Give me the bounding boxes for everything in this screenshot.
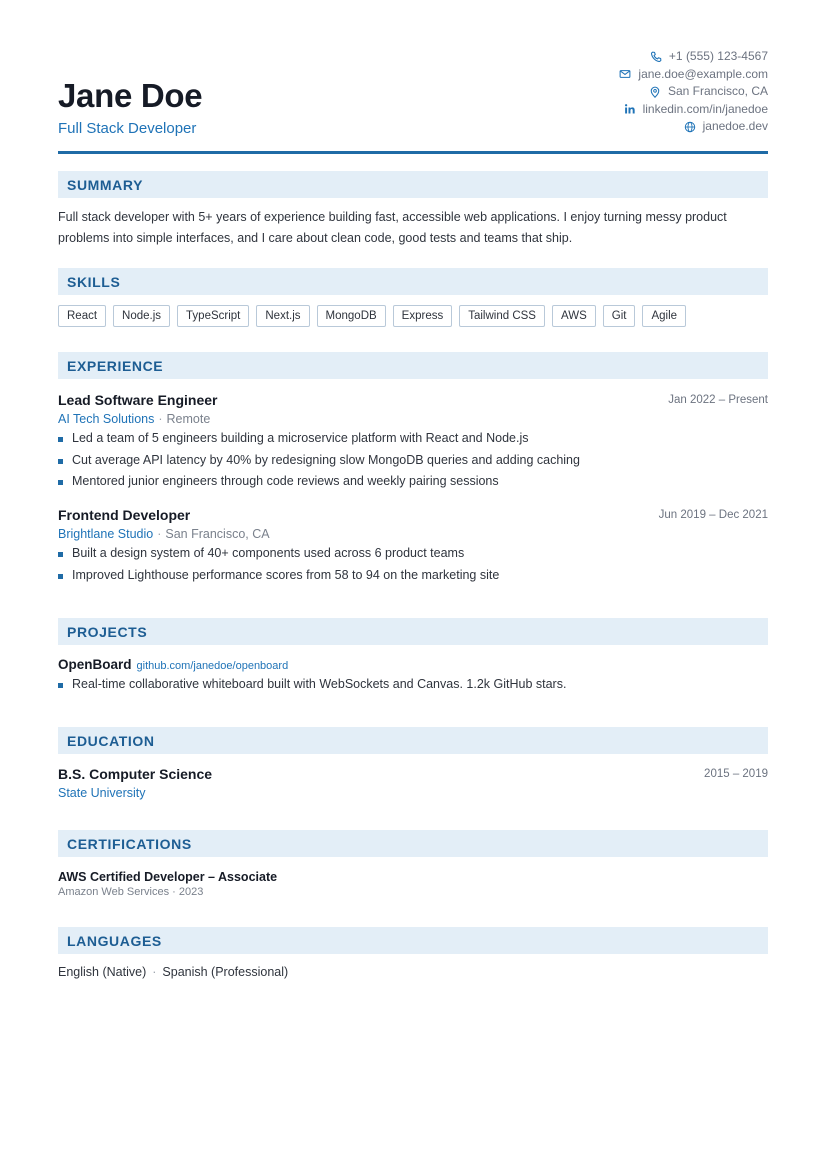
location-icon <box>648 85 662 99</box>
section-title: EDUCATION <box>67 733 155 749</box>
section-title: CERTIFICATIONS <box>67 836 192 852</box>
job-location: Remote <box>166 412 211 426</box>
separator: · <box>157 527 162 541</box>
resume-page <box>58 0 768 979</box>
linkedin-icon <box>623 102 637 116</box>
section-header-projects <box>58 618 768 645</box>
project-link[interactable]: github.com/janedoe/openboard <box>136 660 289 672</box>
job-company: AI Tech Solutions <box>58 412 155 426</box>
contact-text: linkedin.com/in/janedoe <box>642 101 768 116</box>
bullet-item: Real-time collaborative whiteboard built with WebSockets and Canvas. 1.2k GitHub stars. <box>58 674 566 696</box>
skill-tag: TypeScript <box>177 305 249 327</box>
mail-icon <box>618 67 632 81</box>
skill-tag: Tailwind CSS <box>459 305 545 327</box>
language-item: Spanish (Professional) <box>162 965 289 979</box>
job-title: Frontend Developer <box>58 507 191 523</box>
skills-list <box>58 305 686 327</box>
languages-list <box>58 965 288 979</box>
job-bullets <box>58 428 580 493</box>
bullet-item: Built a design system of 40+ components used across 6 product teams <box>58 543 499 565</box>
contact-website[interactable] <box>618 118 768 136</box>
contact-location <box>618 83 768 101</box>
job-company: Brightlane Studio <box>58 527 154 541</box>
job-dates: Jun 2019 – Dec 2021 <box>658 509 768 521</box>
certification-issuer: Amazon Web Services · 2023 <box>58 886 204 898</box>
project-name: OpenBoard <box>58 657 132 672</box>
contact-text: +1 (555) 123-4567 <box>668 49 768 63</box>
contact-phone[interactable] <box>618 48 768 66</box>
section-title: LANGUAGES <box>67 933 162 949</box>
section-header-languages <box>58 927 768 954</box>
job-company-line <box>58 526 270 542</box>
phone-icon <box>649 50 663 64</box>
job-dates: Jan 2022 – Present <box>668 394 768 406</box>
bullet-item: Cut average API latency by 40% by redesigning slow MongoDB queries and adding caching <box>58 450 580 472</box>
section-title: SUMMARY <box>67 177 144 193</box>
bullet-item: Improved Lighthouse performance scores from 58 to 94 on the marketing site <box>58 565 499 587</box>
skill-tag: Agile <box>642 305 686 327</box>
section-header-skills <box>58 268 768 295</box>
contact-text: San Francisco, CA <box>667 84 768 98</box>
section-title: SKILLS <box>67 274 121 290</box>
skill-tag: MongoDB <box>317 305 386 327</box>
section-header-experience <box>58 352 768 379</box>
contact-text: jane.doe@example.com <box>638 66 768 81</box>
candidate-name: Jane Doe <box>58 77 203 114</box>
section-header-certifications <box>58 830 768 857</box>
bullet-item: Mentored junior engineers through code reviews and weekly pairing sessions <box>58 471 580 493</box>
contact-email[interactable] <box>618 66 768 84</box>
language-item: English (Native) <box>58 965 147 979</box>
resume-header <box>58 0 768 154</box>
contact-linkedin[interactable] <box>618 101 768 119</box>
skill-tag: Express <box>393 305 453 327</box>
project-bullets <box>58 674 566 696</box>
skill-tag: AWS <box>552 305 596 327</box>
school: State University <box>58 786 146 800</box>
degree: B.S. Computer Science <box>58 766 213 782</box>
separator: · <box>152 965 157 979</box>
education-dates: 2015 – 2019 <box>704 768 768 780</box>
job-company-line <box>58 411 210 427</box>
contact-list <box>618 48 768 136</box>
skill-tag: React <box>58 305 106 327</box>
bullet-item: Led a team of 5 engineers building a microservice platform with React and Node.js <box>58 428 580 450</box>
section-header-summary <box>58 171 768 198</box>
section-title: PROJECTS <box>67 624 148 640</box>
job-title: Lead Software Engineer <box>58 392 218 408</box>
certification-title: AWS Certified Developer – Associate <box>58 870 278 884</box>
globe-icon <box>683 120 697 134</box>
skill-tag: Next.js <box>256 305 309 327</box>
header-divider <box>58 151 768 154</box>
summary-text: Full stack developer with 5+ years of experience building fast, accessible web applications. I enjoy turning messy product problems into simple interfaces, and I care about clean code, good tests and teams that ship. <box>58 210 727 245</box>
skill-tag: Git <box>603 305 636 327</box>
project-heading <box>58 656 288 674</box>
job-bullets <box>58 543 499 586</box>
section-header-education <box>58 727 768 754</box>
job-location: San Francisco, CA <box>165 527 270 541</box>
separator: · <box>158 412 163 426</box>
skill-tag: Node.js <box>113 305 170 327</box>
section-title: EXPERIENCE <box>67 358 164 374</box>
candidate-role: Full Stack Developer <box>58 120 197 137</box>
contact-text: janedoe.dev <box>702 119 768 133</box>
